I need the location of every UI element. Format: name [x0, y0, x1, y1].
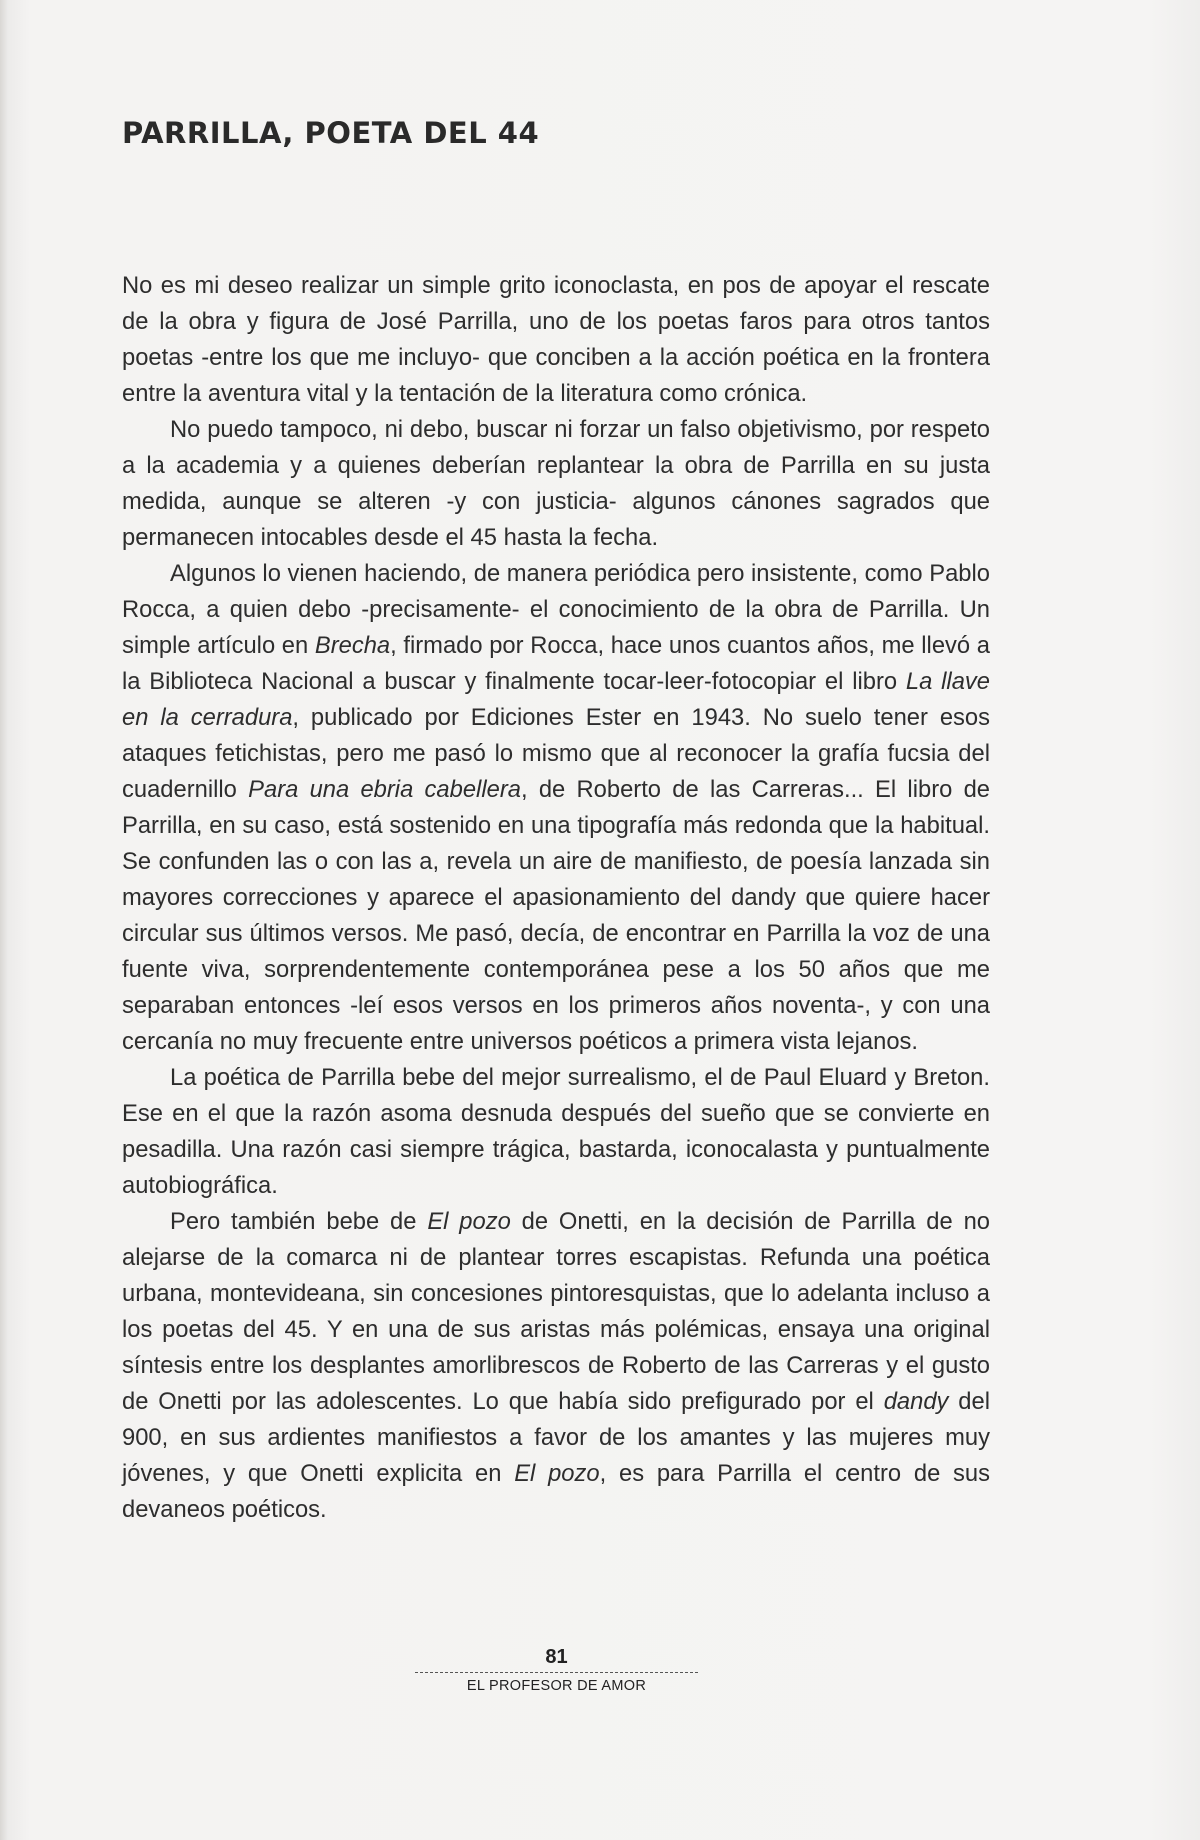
term-italic: dandy	[883, 1388, 949, 1415]
body-text	[122, 268, 990, 1528]
paragraph	[122, 1060, 990, 1204]
chapter-heading: PARRILLA, POETA DEL 44	[122, 116, 540, 150]
paragraph-text: , de Roberto de las Carreras... El libro de Parrilla, en su caso, está sostenido en una tipografía más redonda que la habitual. Se confunden las o con las a, revela un aire de manifiesto, de poesía lanzada sin mayores correcciones y aparece el apasionamiento del dandy que quiere hacer circular sus últimos versos. Me pasó, decía, de encontrar en Parrilla la voz de una fuente viva, sorprendentemente contemporánea pese a los 50 años que me separaban entonces -leí esos versos en los primeros años noventa-, y con una cercanía no muy frecuente entre universos poéticos a primera vista lejanos.	[122, 776, 991, 1055]
page-footer	[415, 1644, 698, 1695]
page-number: 81	[545, 1646, 568, 1668]
paragraph-text: No es mi deseo realizar un simple grito iconoclasta, en pos de apoyar el rescate de la obra y figura de José Parrilla, uno de los poetas faros para otros tantos poetas -entre los que me incluyo- que conciben a la acción poética en la frontera entre la aventura vital y la tentación de la literatura como crónica.	[122, 272, 990, 407]
paragraph-text: La poética de Parrilla bebe del mejor surrealismo, el de Paul Eluard y Breton. Ese en el que la razón asoma desnuda después del sueño que se convierte en pesadilla. Una razón casi siempre trágica, bastarda, iconocalasta y puntualmente autobiográfica.	[122, 1064, 990, 1199]
book-title-italic: El pozo	[514, 1460, 600, 1487]
footer-book-title: EL PROFESOR DE AMOR	[466, 1678, 647, 1694]
book-title-italic: Brecha	[314, 632, 391, 659]
paragraph-text: del 900, en sus ardientes manifiestos a favor de los amantes y las mujeres muy jóvenes, y que Onetti explicita en	[122, 1388, 991, 1487]
paragraph	[122, 556, 990, 1060]
paragraph-text: , firmado por Rocca, hace unos cuantos años, me llevó a la Biblioteca Nacional a buscar y finalmente tocar-leer-fotocopiar el libro	[122, 632, 990, 695]
paragraph-text: No puedo tampoco, ni debo, buscar ni forzar un falso objetivismo, por respeto a la academia y a quienes deberían replantear la obra de Parrilla en su justa medida, aunque se alteren -y con justicia- algunos cánones sagrados que permanecen intocables desde el 45 hasta la fecha.	[122, 416, 990, 551]
book-title-italic: Para una ebria cabellera	[248, 776, 521, 803]
paragraph-text: Pero también bebe de	[170, 1208, 428, 1235]
paragraph	[122, 1204, 990, 1528]
paragraph	[122, 412, 990, 556]
paragraph-text: , es para Parrilla el centro de sus devaneos poéticos.	[122, 1460, 991, 1523]
book-title-italic: El pozo	[427, 1208, 511, 1235]
paragraph-text: , publicado por Ediciones Ester en 1943. No suelo tener esos ataques fetichistas, pero me pasó lo mismo que al reconocer la grafía fucsia del cuadernillo	[122, 704, 990, 803]
footer-divider	[415, 1672, 698, 1673]
book-title-italic: La llave en la cerradura	[122, 668, 990, 731]
paragraph-text: de Onetti, en la decisión de Parrilla de no alejarse de la comarca ni de plantear torres escapistas. Refunda una poética urbana, montevideana, sin concesiones pintoresquistas, que lo adelanta incluso a los poetas del 45. Y en una de sus aristas más polémicas, ensaya una original síntesis entre los desplantes amorlibrescos de Roberto de las Carreras y el gusto de Onetti por las adolescentes. Lo que había sido prefigurado por el	[122, 1208, 990, 1415]
paragraph-text: Algunos lo vienen haciendo, de manera periódica pero insistente, como Pablo Rocca, a quien debo -precisamente- el conocimiento de la obra de Parrilla. Un simple artículo en	[122, 560, 990, 659]
paragraph	[122, 268, 990, 412]
